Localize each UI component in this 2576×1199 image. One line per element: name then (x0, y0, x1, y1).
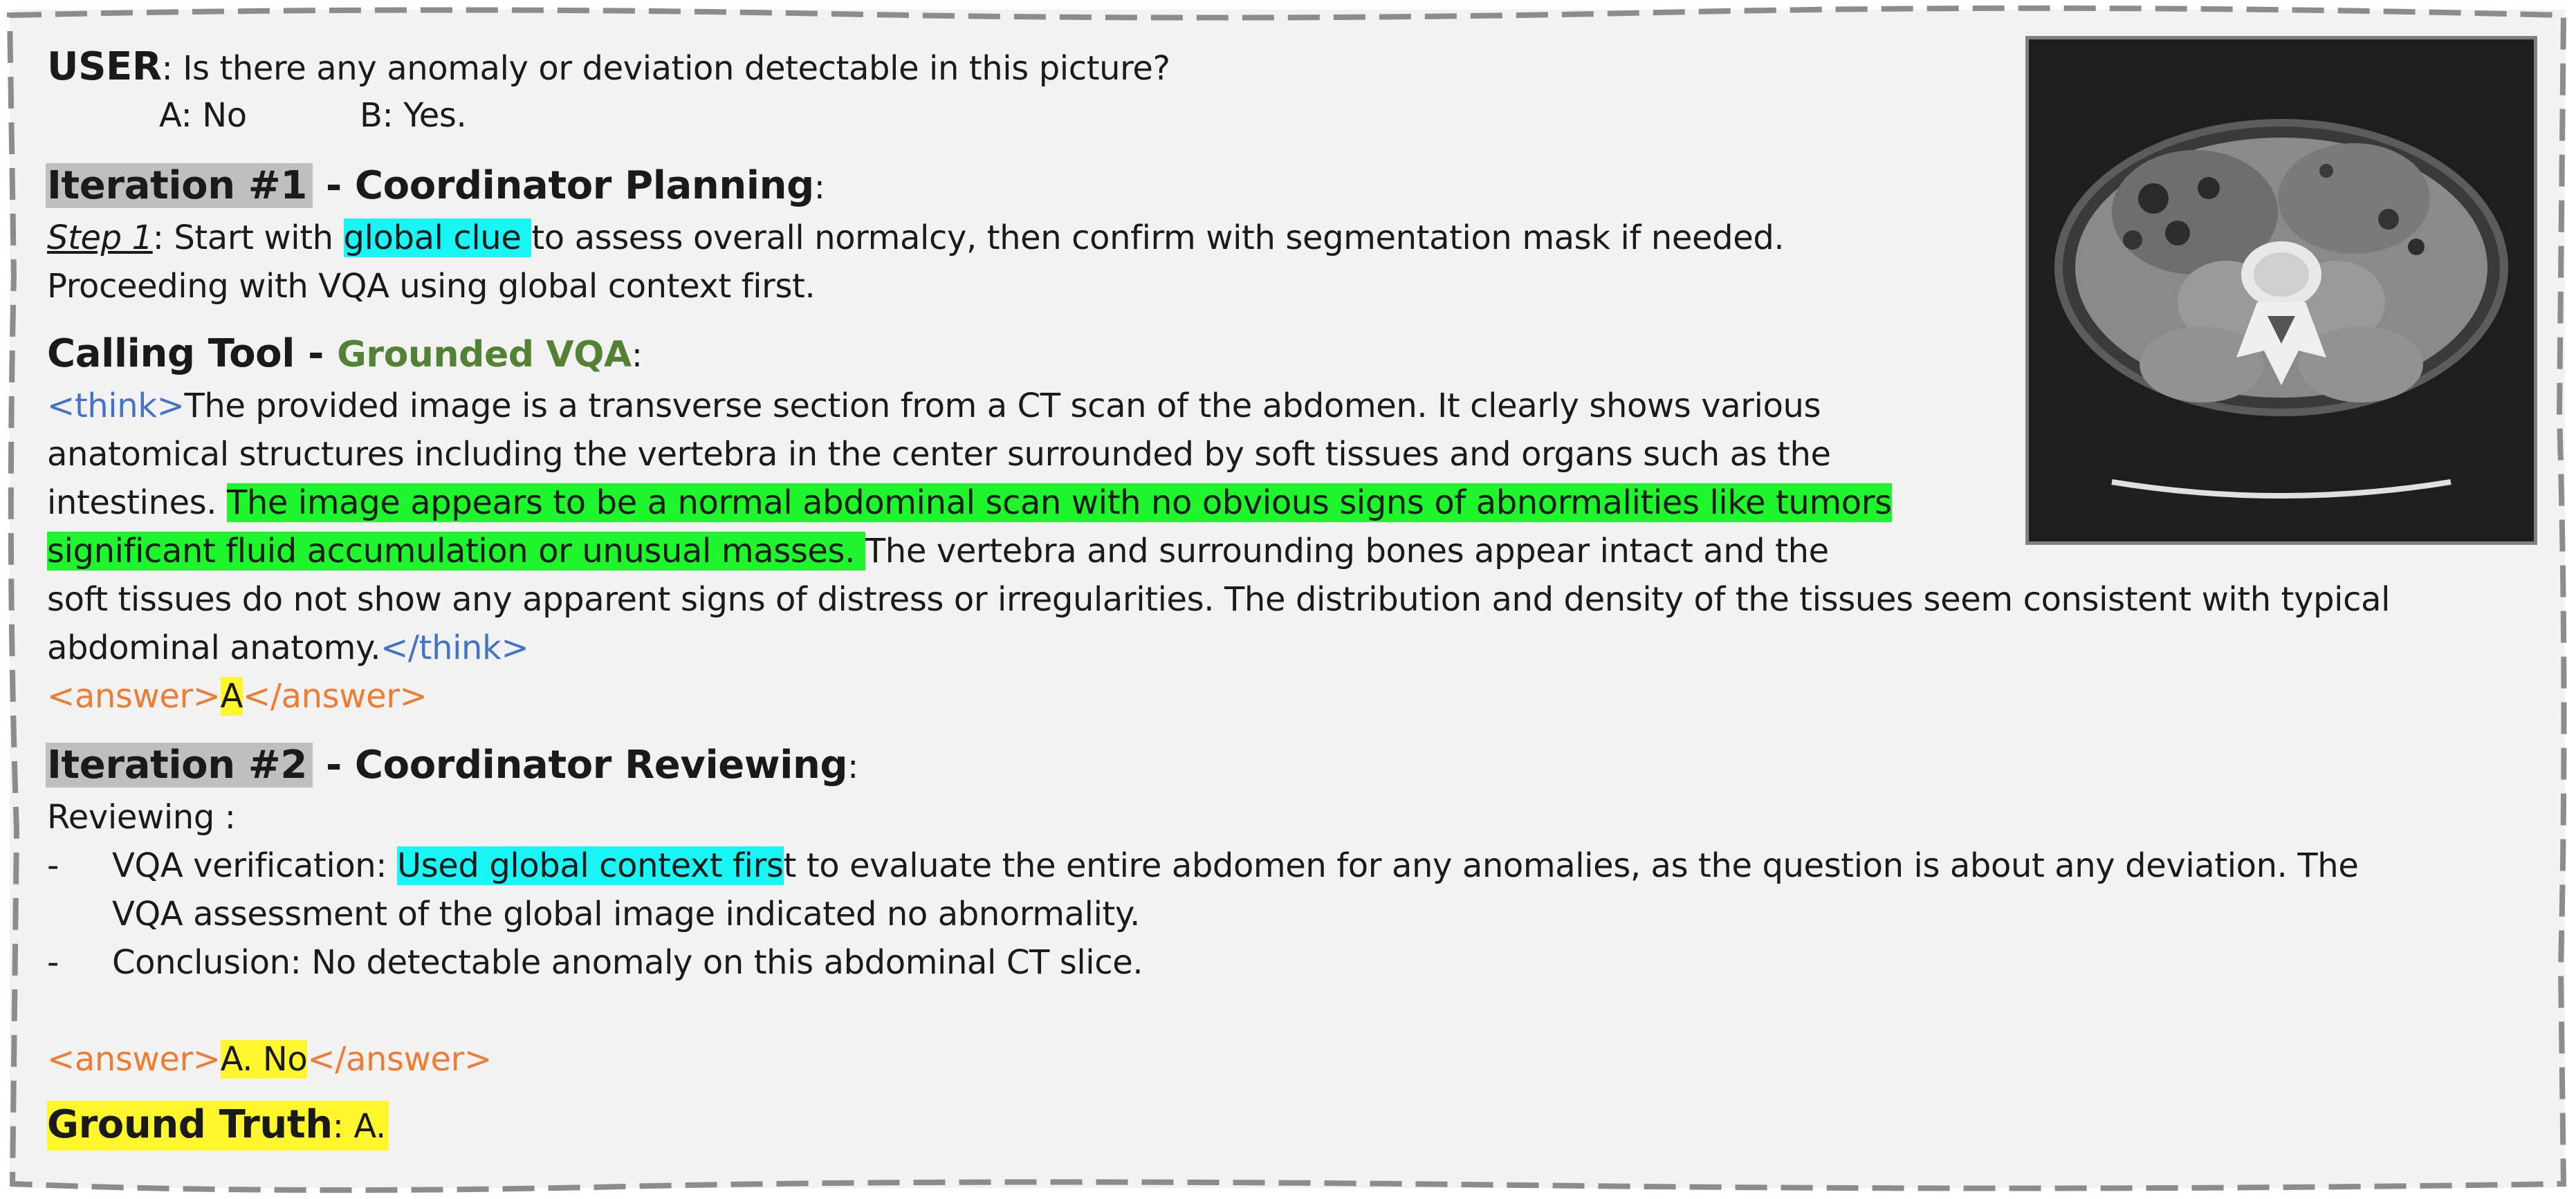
answer-open-tag: <answer> (47, 677, 221, 716)
iteration-2-heading (47, 741, 858, 791)
calling-tool-heading (47, 330, 643, 380)
normal-scan-highlight-2: significant fluid accumulation or unusual masses. (47, 532, 865, 570)
global-context-highlight: Used global context firs (396, 846, 784, 885)
final-answer-close-tag: </answer> (307, 1040, 492, 1079)
bullet-1-line-2: VQA assessment of the global image indicated no abnormality. (112, 895, 1140, 933)
proceeding-line: Proceeding with VQA using global context first. (47, 267, 816, 306)
iteration-1-colon: : (813, 168, 825, 207)
think-text-3: intestines. (47, 483, 227, 522)
think-text-4: The vertebra and surrounding bones appear intact and the (865, 532, 1829, 570)
tool-answer-line (47, 672, 427, 721)
normal-scan-highlight-1: The image appears to be a normal abdominal scan with no obvious signs of abnormalities like tumors (226, 483, 1892, 522)
iteration-2-colon: : (847, 747, 858, 786)
calling-tool-colon: : (631, 336, 643, 375)
think-line-6 (47, 624, 528, 672)
iteration-1-heading (47, 162, 825, 212)
user-line (47, 43, 1170, 93)
think-line-2: anatomical structures including the vertebra in the center surrounded by soft tissues and organs such as the (47, 435, 1831, 474)
think-line-1 (47, 382, 1821, 430)
think-line-4 (47, 527, 1829, 575)
ground-truth-value: : A. (332, 1107, 386, 1146)
option-a: A: No (159, 96, 247, 135)
ct-scan-image (2025, 36, 2537, 545)
answer-close-tag: </answer> (243, 677, 427, 716)
think-text-1: The provided image is a transverse section from a CT scan of the abdomen. It clearly shows various (184, 387, 1821, 425)
ground-truth-label: Ground Truth (47, 1102, 333, 1147)
step-1-label: Step 1 (47, 219, 153, 257)
bullet-1-prefix: VQA verification: (112, 846, 397, 885)
final-answer-line (47, 1035, 492, 1084)
think-text-6: abdominal anatomy. (47, 629, 381, 667)
think-line-5: soft tissues do not show any apparent signs of distress or irregularities. The distribution and density of the tissues seem consistent with typical (47, 580, 2391, 619)
bullet-1-suffix: t to evaluate the entire abdomen for any anomalies, as the question is about any deviation. The (783, 846, 2359, 885)
iteration-1-title: - Coordinator Planning (312, 163, 814, 208)
bullet-2-conclusion: Conclusion: No detectable anomaly on this abdominal CT slice. (112, 943, 1143, 982)
option-b: B: Yes. (360, 96, 467, 135)
step-1-prefix: : Start with (152, 219, 344, 257)
step-1-line (47, 214, 1784, 262)
calling-tool-label: Calling Tool - (47, 331, 338, 376)
reviewing-label: Reviewing : (47, 798, 236, 837)
ground-truth-line (47, 1101, 389, 1151)
iteration-2-title: - Coordinator Reviewing (312, 743, 848, 788)
user-label: USER (47, 44, 162, 89)
think-line-3 (47, 478, 1892, 527)
ct-scan-drawing (2029, 39, 2534, 541)
bullet-1-dash: - (47, 846, 59, 885)
iteration-2-tag: Iteration #2 (46, 743, 313, 788)
think-open-tag: <think> (47, 387, 185, 425)
final-answer-open-tag: <answer> (47, 1040, 221, 1079)
final-answer: A. No (220, 1040, 308, 1079)
iteration-1-tag: Iteration #1 (46, 163, 313, 208)
bullet-2-dash: - (47, 943, 59, 982)
user-question: : Is there any anomaly or deviation detectable in this picture? (161, 49, 1170, 88)
tool-answer: A (220, 677, 243, 716)
step-1-suffix: to assess overall normalcy, then confirm with segmentation mask if needed. (531, 219, 1785, 257)
global-clue-highlight: global clue (343, 219, 532, 257)
tool-name: Grounded VQA (337, 334, 632, 375)
think-close-tag: </think> (380, 629, 529, 667)
bullet-1-line-1 (112, 842, 2358, 890)
